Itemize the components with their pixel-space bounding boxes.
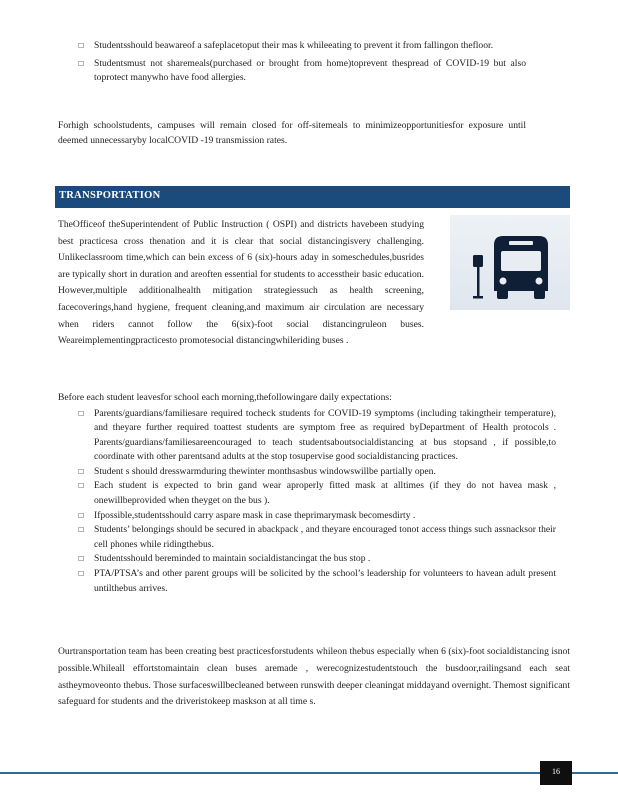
section-header (55, 186, 570, 208)
bullet-square-icon: ☐ (78, 410, 85, 418)
ospi-paragraph: TheOfficeof theSuperintendent of Public Instruction ( OSPI) and districts havebeen studying best practicesa cross thenation and it is clear that social distancingisvery challenging. Unlikeclassroom time,which can bein excess of 6 (six)-hours aday in someschedules,busrides are typically short in duration and areoften essential for students to accesstheir basic education. However,multiple additionalhealth mitigation strategiessuch as health screening, facecoverings,hand hygiene, frequent cleaning,and maximum air circulation are necessary when riders cannot follow the 6(six)-foot social distancingruleon buses. Weareimplementingpracticesto promotesocial distancingwhileriding buses . (58, 219, 424, 347)
transportation-team-paragraph: Ourtransportation team has been creating best practicesforstudents whileon thebus especially when 6 (six)-foot socialdistancing isnot possible.Whileall effortstomaintain clean buses aremade , werecognizestudentstouch the busdoor,railingsand each seat astheymoveonto thebus. Those surfaceswillbecleaned between runswith deeper cleaningat middayand overnight. Themost significant safeguard for students and the driveristokeep maskson at all time s. (58, 646, 570, 708)
bus-stop-icon (450, 215, 570, 310)
bullet-text: Students’ belongings should be secured in abackpack , and theyare encouraged tonot access things such assnacksor their cell phones while ridingthebus. (94, 524, 556, 550)
list-item (78, 57, 526, 86)
list-item (78, 407, 556, 464)
bullet-text: Parents/guardians/familiesare required tocheck students for COVID-19 symptoms (including takingtheir temperature), and theyare further required toattest students are symptom free as required byDepartment of Health protocols . Parents/guardians/familiesareencouraged to teach studentsaboutsocialdistancing at bus stopsand , if possible,to coordinate with other parentsand adults at the stop tosupervise good socialdistancing practices. (94, 408, 556, 462)
list-item (78, 552, 556, 566)
list-item (78, 567, 556, 596)
bullet-square-icon: ☐ (78, 511, 85, 520)
bullet-text: Ifpossible,studentsshould carry aspare mask in case theprimarymask becomesdirty . (94, 509, 416, 521)
list-item (78, 39, 526, 54)
page-number-box (540, 761, 572, 785)
bullet-square-icon: ☐ (78, 526, 85, 535)
page-number: 16 (552, 767, 560, 776)
bullet-square-icon: ☐ (78, 555, 85, 564)
expectations-intro: Before each student leavesfor school each morning,thefollowingare daily expectations: (58, 392, 392, 403)
bullet-text: Each student is expected to brin gand wear aproperly fitted mask at alltimes (if they do not havea mask , onewillbeprovided when theyget on the bus ). (94, 480, 556, 506)
bullet-text: Student s should dresswarmduring thewinter monthsasbus windowswillbe partially open. (94, 465, 436, 477)
section-title: TRANSPORTATION (59, 190, 161, 201)
list-item (78, 479, 556, 508)
bullet-square-icon: ☐ (78, 482, 85, 491)
bullet-square-icon: ☐ (78, 59, 85, 68)
bullet-text: Studentsshould bereminded to maintain socialdistancingat the bus stop . (94, 553, 371, 565)
list-item (78, 465, 556, 479)
bullet-square-icon: ☐ (78, 570, 85, 579)
top-bullet-list (78, 39, 526, 89)
bullet-text: Studentsshould beawareof a safeplacetoput their mas k whileeating to prevent it from fallingon thefloor. (94, 40, 494, 51)
bullet-text: Studentsmust not sharemeals(purchased or brought from home)toprevent thespread of COVID-19 but also toprotect manywho have food allergies. (94, 57, 526, 84)
bullet-square-icon: ☐ (78, 42, 85, 50)
bullet-text: PTA/PTSA’s and other parent groups will be solicited by the school’s leadership for volunteers to havean adult present untilthebus arrives. (94, 568, 556, 594)
expectations-list (78, 407, 556, 596)
bus-illustration (450, 215, 570, 310)
footer-rule (0, 772, 618, 774)
list-item (78, 523, 556, 552)
bullet-square-icon: ☐ (78, 467, 85, 476)
high-school-paragraph: Forhigh schoolstudents, campuses will remain closed for off-sitemeals to minimizeopportunitiesfor exposure until deemed unnecessaryby localCOVID -19 transmission rates. (58, 120, 526, 146)
list-item (78, 509, 556, 523)
